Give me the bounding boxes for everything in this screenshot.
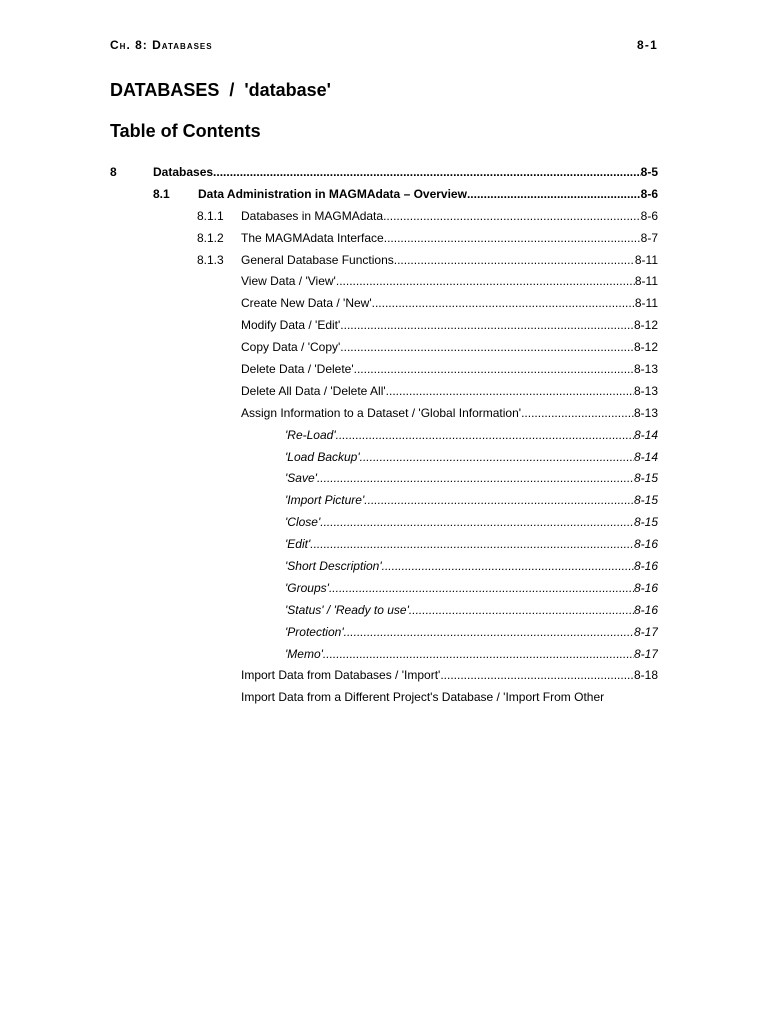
toc-entry[interactable] [110,381,658,403]
toc-entry[interactable] [110,337,658,359]
toc-heading: Table of Contents [110,121,261,141]
toc-dot-leader [310,534,634,554]
toc-entry-page: 8-14 [633,449,658,464]
toc-entry-title: Delete All Data / 'Delete All' [241,383,386,398]
toc-entry-number: 8.1.3 [197,252,224,267]
toc-entry-title: The MAGMAdata Interface [241,230,384,245]
toc-entry-title: 'Load Backup' [285,449,360,464]
toc-dot-leader [409,600,634,620]
toc-entry-page: 8-13 [633,405,658,420]
toc-entry-title: Data Administration in MAGMAdata – Overview [198,186,467,201]
toc-entry-title: 'Save' [285,471,317,486]
toc-entry-page: 8-16 [633,537,658,552]
toc-entry-title: Import Data from a Different Project's Database / 'Import From Other [241,690,605,705]
toc-dot-leader [386,381,634,401]
toc-entry[interactable] [110,687,658,709]
toc-dot-leader [213,162,641,182]
toc-dot-leader [344,622,634,642]
toc-entry[interactable] [110,490,658,512]
toc-entry-number: 8.1.2 [197,230,224,245]
toc-entry[interactable] [110,359,658,381]
toc-entry-title: Import Data from Databases / 'Import' [241,668,441,683]
toc-dot-leader [336,425,634,445]
toc-entry[interactable] [110,512,658,534]
toc-entry-page: 8-16 [633,580,658,595]
toc-entry-title: 'Re-Load' [285,427,336,442]
toc-dot-leader [317,468,634,488]
toc-entry-number: 8 [110,165,117,179]
toc-entry[interactable] [110,665,658,687]
toc-entry[interactable] [110,556,658,578]
document-title: DATABASES / 'database' [110,80,331,100]
toc-entry-page: 8-12 [633,340,658,355]
toc-entry-title: Databases in MAGMAdata [241,208,384,223]
toc-dot-leader [340,337,634,357]
toc-entry-title: General Database Functions [241,252,394,267]
toc-dot-leader [360,447,634,467]
toc-dot-leader [340,315,634,335]
table-of-contents [110,162,658,709]
toc-entry[interactable] [110,228,658,250]
toc-entry-page: 8-11 [634,252,658,267]
toc-entry-title: 'Memo' [285,646,323,661]
toc-entry-title: 'Status' / 'Ready to use' [285,602,409,617]
toc-entry[interactable] [110,403,658,425]
page-number: 8-1 [637,38,658,52]
toc-entry-page: 8-7 [640,230,658,245]
toc-dot-leader [382,556,634,576]
toc-entry-title: 'Edit' [285,537,311,552]
toc-entry-page: 8-16 [633,602,658,617]
toc-entry[interactable] [110,468,658,490]
toc-entry[interactable] [110,271,658,293]
toc-dot-leader [364,490,634,510]
toc-dot-leader [521,403,634,423]
toc-entry-page: 8-5 [640,165,658,179]
toc-entry-title: 'Close' [285,515,321,530]
toc-entry-title: 'Protection' [285,624,344,639]
toc-entry-page: 8-13 [633,383,658,398]
toc-entry[interactable] [110,206,658,228]
toc-dot-leader [320,512,634,532]
toc-entry[interactable] [110,578,658,600]
toc-entry-title: View Data / 'View' [241,274,336,289]
toc-entry-page: 8-12 [633,318,658,333]
toc-entry-page: 8-17 [633,624,658,639]
toc-entry-number: 8.1 [153,186,170,201]
toc-entry-page: 8-11 [634,296,658,311]
toc-entry[interactable] [110,184,658,206]
toc-entry-page: 8-6 [640,186,658,201]
chapter-label: Ch. 8: Databases [110,38,213,52]
toc-entry[interactable] [110,644,658,666]
toc-dot-leader [383,206,641,226]
toc-dot-leader [440,665,634,685]
toc-dot-leader [394,250,635,270]
toc-entry-page: 8-17 [633,646,658,661]
toc-dot-leader [372,293,635,313]
toc-dot-leader [467,184,641,204]
toc-entry-page: 8-14 [633,427,658,442]
toc-entry-number: 8.1.1 [197,208,224,223]
toc-entry[interactable] [110,600,658,622]
toc-entry[interactable] [110,425,658,447]
toc-entry-page: 8-15 [633,493,658,508]
toc-entry-page: 8-15 [633,515,658,530]
toc-entry-page: 8-18 [633,668,658,683]
toc-dot-leader [323,644,634,664]
running-header [110,38,658,54]
toc-entry-title: Modify Data / 'Edit' [241,318,341,333]
toc-entry-page: 8-11 [634,274,658,289]
toc-entry[interactable] [110,250,658,272]
toc-entry[interactable] [110,293,658,315]
toc-entry[interactable] [110,315,658,337]
toc-entry[interactable] [110,447,658,469]
toc-entry-page: 8-16 [633,559,658,574]
toc-entry-title: Create New Data / 'New' [241,296,372,311]
toc-entry-title: Assign Information to a Dataset / 'Global Information' [241,405,522,420]
toc-entry-title: 'Groups' [285,580,329,595]
toc-entry-title: 'Short Description' [285,559,382,574]
toc-entry-title: 'Import Picture' [285,493,365,508]
toc-entry-title: Databases [153,165,214,179]
toc-dot-leader [384,228,641,248]
toc-entry-title: Delete Data / 'Delete' [241,362,354,377]
toc-entry[interactable] [110,534,658,556]
toc-entry-page: 8-13 [633,362,658,377]
toc-entry-page: 8-15 [633,471,658,486]
toc-entry[interactable] [110,622,658,644]
toc-entry-page: 8-6 [640,208,658,223]
toc-entry-title: Copy Data / 'Copy' [241,340,341,355]
toc-dot-leader [336,271,635,291]
toc-dot-leader [354,359,634,379]
toc-entry[interactable] [110,162,658,184]
toc-dot-leader [329,578,634,598]
